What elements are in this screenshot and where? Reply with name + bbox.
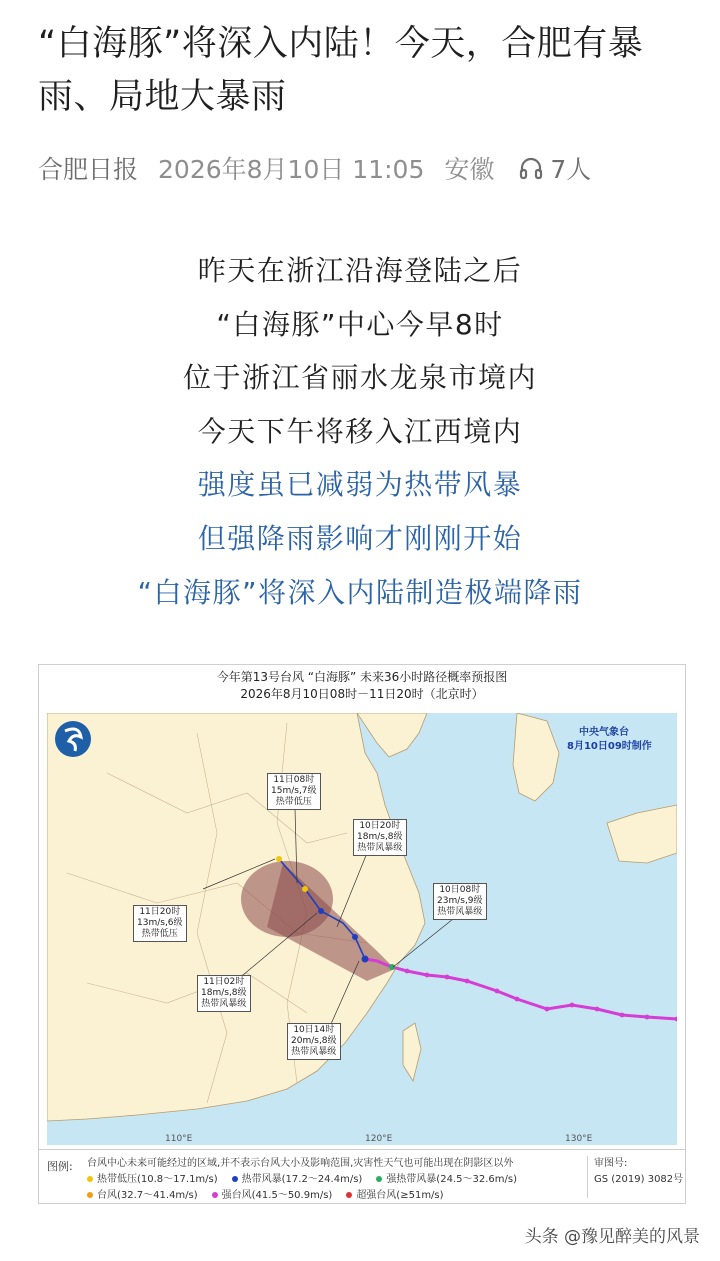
legend-dot-icon xyxy=(87,1192,93,1198)
track-point xyxy=(425,973,430,978)
track-point xyxy=(445,975,450,980)
legend-row xyxy=(87,1186,458,1201)
track-point xyxy=(595,1007,600,1012)
typhoon-forecast-map[interactable] xyxy=(38,664,686,1204)
legend-dot-icon xyxy=(346,1192,352,1198)
forecast-label-4: 11日20时 13m/s,6级 热带低压 xyxy=(133,905,187,942)
body-line: “白海豚”将深入内陆制造极端降雨 xyxy=(137,575,583,609)
legend-item: 超强台风(≥51m/s) xyxy=(346,1186,443,1201)
lon-tick: 110°E xyxy=(165,1134,193,1144)
article-body xyxy=(0,244,720,619)
track-point xyxy=(570,1003,575,1008)
headphones-icon xyxy=(518,156,544,180)
track-point xyxy=(620,1013,625,1018)
body-line: 昨天在浙江沿海登陆之后 xyxy=(197,254,523,287)
track-point xyxy=(645,1015,650,1020)
legend-label: 图例: xyxy=(47,1160,73,1173)
legend-item: 强热带风暴(24.5～32.6m/s) xyxy=(376,1170,517,1185)
legend-dot-icon xyxy=(232,1176,238,1182)
lon-tick: 130°E xyxy=(565,1134,593,1144)
forecast-label-6: 10日14时 20m/s,8级 热带风暴级 xyxy=(287,1023,341,1060)
listen-button[interactable] xyxy=(518,150,591,186)
track-point xyxy=(465,979,470,984)
body-line: 今天下午将移入江西境内 xyxy=(197,414,523,448)
track-point xyxy=(405,969,410,974)
legend-item: 强台风(41.5～50.9m/s) xyxy=(212,1186,333,1201)
source-name[interactable]: 合肥日报 xyxy=(38,155,139,184)
issued-time: 8月10日09时制作 xyxy=(567,741,652,752)
body-line: 位于浙江省丽水龙泉市境内 xyxy=(182,361,537,395)
forecast-label-2: 10日20时 18m/s,8级 热带风暴级 xyxy=(353,819,407,856)
track-point xyxy=(545,1007,550,1012)
region-tag: 安徽 xyxy=(444,155,495,184)
cma-logo-icon xyxy=(53,719,93,759)
legend-dot-icon xyxy=(87,1176,93,1182)
map-legend xyxy=(39,1149,685,1204)
forecast-label-3: 10日08时 23m/s,9级 热带风暴级 xyxy=(433,883,487,920)
watermark: 头条 @豫见醉美的风景 xyxy=(524,1227,700,1247)
legend-dot-icon xyxy=(212,1192,218,1198)
map-heading: 今年第13号台风 “白海豚” 未来36小时路径概率预报图 xyxy=(216,670,508,684)
track-point xyxy=(495,989,500,994)
legend-item: 热带风暴(17.2～24.4m/s) xyxy=(232,1170,363,1185)
forecast-label-1: 11日08时 15m/s,7级 热带低压 xyxy=(267,773,321,810)
article-meta xyxy=(38,148,688,188)
body-line: 但强降雨影响才刚刚开始 xyxy=(197,521,523,555)
legend-row xyxy=(87,1170,531,1185)
article-title: “白海豚”将深入内陆！今天，合肥有暴雨、局地大暴雨 xyxy=(38,24,644,117)
map-title xyxy=(39,669,685,703)
legend-item: 热带低压(10.8～17.1m/s) xyxy=(87,1170,218,1185)
issuer: 中央气象台 xyxy=(579,727,629,738)
listener-count: 7人 xyxy=(550,155,592,184)
lon-tick: 120°E xyxy=(365,1134,393,1144)
map-subtitle: 2026年8月10日08时－11日20时（北京时） xyxy=(240,687,484,701)
forecast-label-5: 11日02时 18m/s,8级 热带风暴级 xyxy=(197,975,251,1012)
review-number: 审图号: GS (2019) 3082号 xyxy=(587,1156,686,1198)
publish-datetime: 2026年8月10日 11:05 xyxy=(158,155,425,184)
legend-item: 台风(32.7～41.4m/s) xyxy=(87,1186,198,1201)
track-point xyxy=(515,997,520,1002)
legend-note: 台风中心未来可能经过的区域,并不表示台风大小及影响范围,灾害性天气也可能出现在阴影区以外 xyxy=(87,1158,514,1169)
body-line: “白海豚”中心今早8时 xyxy=(216,307,504,341)
legend-dot-icon xyxy=(376,1176,382,1182)
body-line: 强度虽已减弱为热带风暴 xyxy=(197,468,523,502)
